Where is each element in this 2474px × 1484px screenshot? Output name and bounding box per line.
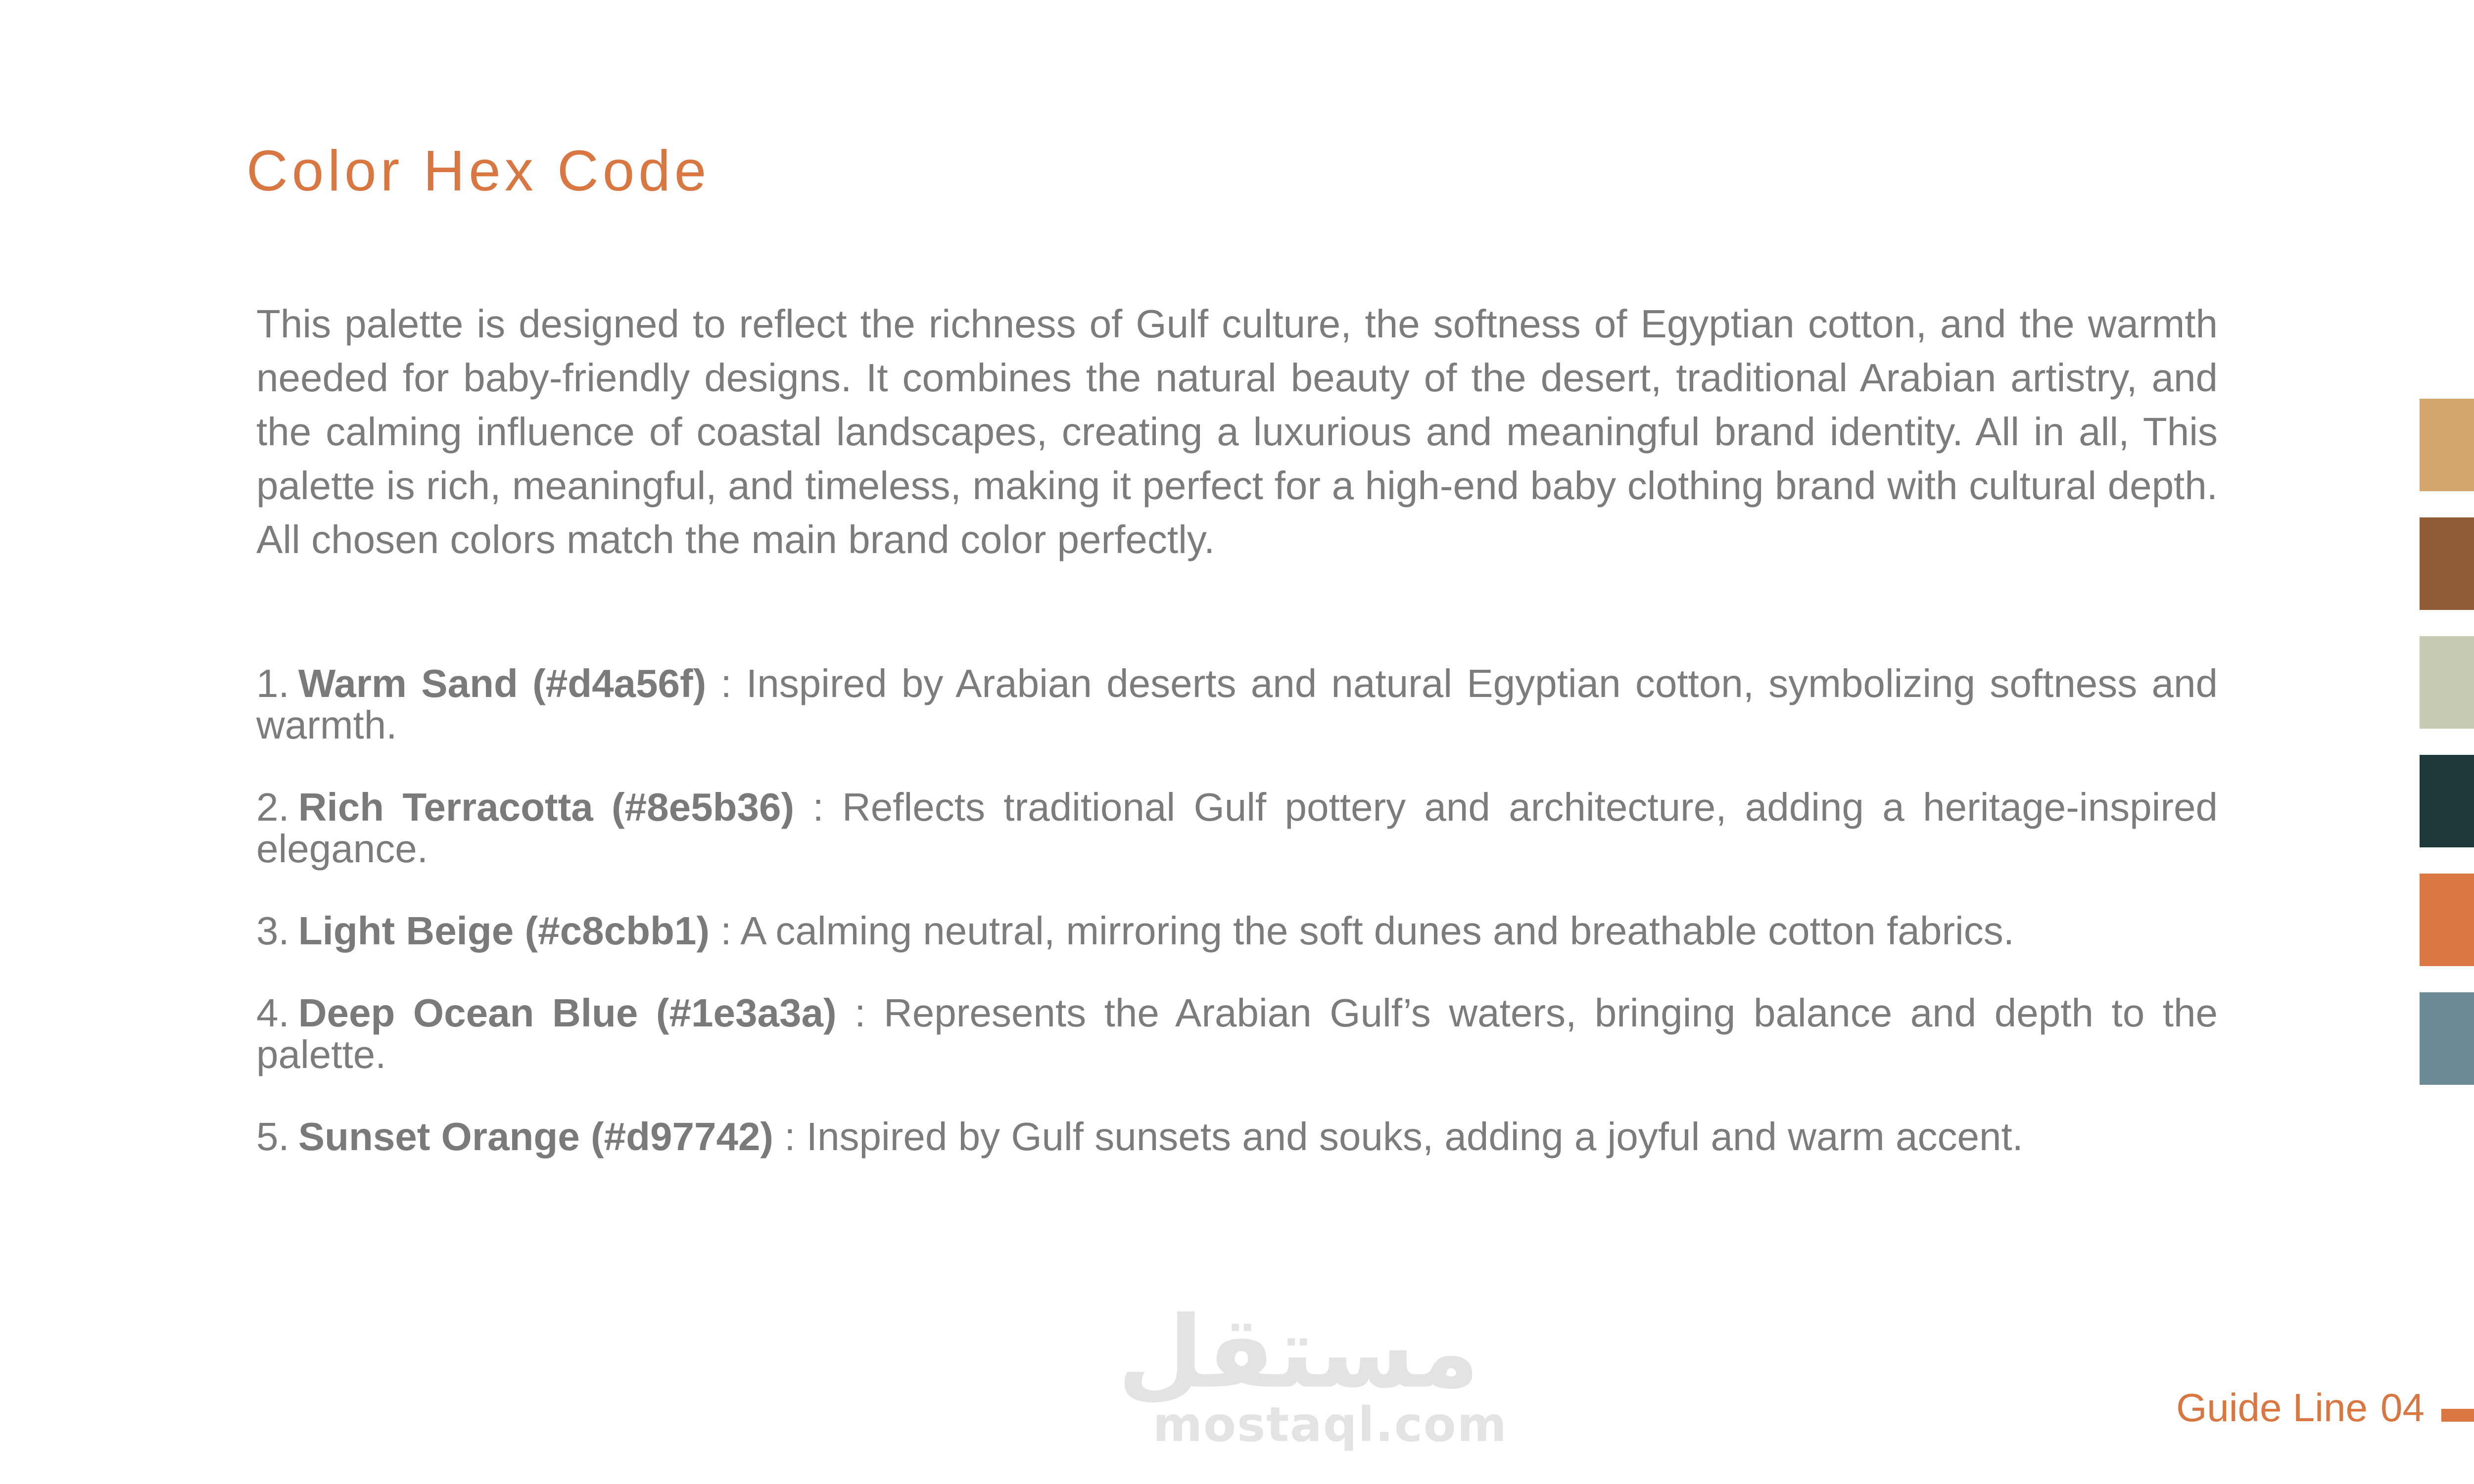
color-name: Sunset Orange (#d97742) <box>298 1114 774 1159</box>
swatch-warm-sand <box>2420 399 2474 491</box>
color-description: : Represents the Arabian Gulf’s waters, bringing balance and depth to the palette. <box>256 991 2218 1076</box>
footer-accent-bar <box>2441 1409 2474 1422</box>
page-number: 04 <box>2380 1386 2425 1430</box>
item-number: 3. <box>256 909 289 953</box>
watermark-url: mostaql.com <box>1153 1397 1508 1452</box>
item-number: 5. <box>256 1114 289 1159</box>
item-number: 4. <box>256 991 289 1035</box>
footer-label-text: Guide Line <box>2176 1386 2368 1430</box>
color-name: Deep Ocean Blue (#1e3a3a) <box>298 991 837 1035</box>
color-item-deep-ocean-blue <box>256 992 2218 1075</box>
page-title: Color Hex Code <box>246 139 711 203</box>
color-list <box>256 663 2218 1198</box>
intro-paragraph: This palette is designed to reflect the richness of Gulf culture, the softness of Egyptian cotton, and the warmth needed for baby-friendly designs. It combines the natural beauty of the desert, traditional Arabian artistry, and the calming influence of coastal landscapes, creating a luxurious and meaningful brand identity. All in all, This palette is rich, meaningful, and timeless, making it perfect for a high-end baby clothing brand with cultural depth. All chosen colors match the main brand color perfectly. <box>256 302 2218 561</box>
swatch-light-beige <box>2420 636 2474 729</box>
swatch-column <box>2420 399 2474 1111</box>
watermark-logo: مستقل <box>1117 1295 1479 1410</box>
item-number: 1. <box>256 661 289 705</box>
color-name: Light Beige (#c8cbb1) <box>298 909 710 953</box>
swatch-rich-terracotta <box>2420 517 2474 610</box>
color-item-warm-sand <box>256 663 2218 746</box>
color-item-rich-terracotta <box>256 787 2218 870</box>
footer-guide-line <box>2176 1388 2425 1428</box>
item-number: 2. <box>256 785 289 829</box>
color-item-sunset-orange <box>256 1116 2218 1158</box>
color-name: Warm Sand (#d4a56f) <box>298 661 707 705</box>
swatch-slate-blue <box>2420 992 2474 1085</box>
color-description: : Inspired by Arabian deserts and natural Egyptian cotton, symbolizing softness and warmth. <box>256 661 2218 747</box>
swatch-sunset-orange <box>2420 874 2474 966</box>
color-description: : Reflects traditional Gulf pottery and architecture, adding a heritage-inspired elegance. <box>256 785 2218 871</box>
color-description: : Inspired by Gulf sunsets and souks, adding a joyful and warm accent. <box>773 1114 2023 1159</box>
color-name: Rich Terracotta (#8e5b36) <box>298 785 795 829</box>
color-description: : A calming neutral, mirroring the soft dunes and breathable cotton fabrics. <box>709 909 2014 953</box>
mostaql-watermark <box>1117 1295 1508 1452</box>
color-item-light-beige <box>256 910 2218 952</box>
swatch-deep-ocean-blue <box>2420 755 2474 847</box>
